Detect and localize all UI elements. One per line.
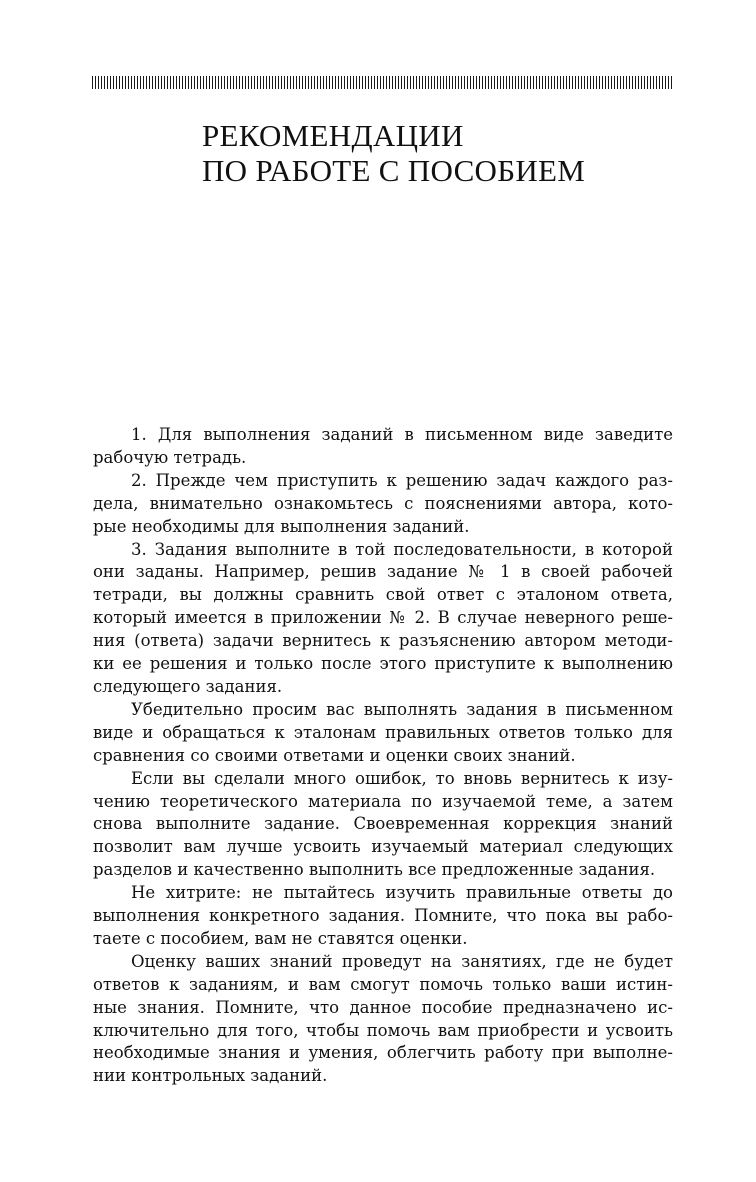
text-line: дела, внимательно ознакомьтесь с пояснениями автора, кото- [93,493,673,513]
text-line: необходимые знания и умения, облегчить работу при выполне- [93,1043,673,1063]
text-line: таете с пособием, вам не ставятся оценки. [93,928,468,948]
text-line: снова выполните задание. Своевременная коррекция знаний [93,814,673,834]
text-line: ния (ответа) задачи вернитесь к разъяснению автором методи- [93,631,673,651]
text-line: ключительно для того, чтобы помочь вам приобрести и усвоить [93,1020,673,1040]
text-line: тетради, вы должны сравнить свой ответ с эталоном ответа, [93,585,673,605]
text-line: рабочую тетрадь. [93,447,247,467]
text-line: чению теоретического материала по изучаемой теме, а затем [93,791,673,811]
text-line: они заданы. Например, решив задание № 1 в своей рабочей [93,562,673,582]
text-line: Если вы сделали много ошибок, то вновь вернитесь к изу- [131,768,673,788]
paragraph-7 [93,951,673,1088]
recommendations-text [93,424,673,1088]
text-line: следующего задания. [93,676,283,696]
title-line: РЕКОМЕНДАЦИИ [202,118,464,153]
text-line: нии контрольных заданий. [93,1066,328,1086]
page-title [202,118,585,188]
text-line: ные знания. Помните, что данное пособие предназначено ис- [93,997,673,1017]
paragraph-6 [93,882,673,951]
text-line: выполнения конкретного задания. Помните, что пока вы рабо- [93,906,673,926]
text-line: который имеется в приложении № 2. В случае неверного реше- [93,608,673,628]
text-line: виде и обращаться к эталонам правильных ответов только для [93,722,673,742]
text-line: Оценку ваших знаний проведут на занятиях, где не будет [131,951,673,971]
text-line: 2. Прежде чем приступить к решению задач каждого раз- [131,470,673,490]
paragraph-5 [93,768,673,883]
top-hatched-rule [92,76,674,89]
text-line: рые необходимы для выполнения заданий. [93,516,470,536]
paragraph-1 [93,424,673,470]
paragraph-2 [93,470,673,539]
text-line: ки ее решения и только после этого приступите к выполнению [93,654,673,674]
text-line: разделов и качественно выполнить все предложенные задания. [93,860,656,880]
text-line: 3. Задания выполните в той последовательности, в которой [131,539,673,559]
paragraph-4 [93,699,673,768]
text-line: Не хитрите: не пытайтесь изучить правильные ответы до [131,883,673,903]
paragraph-3 [93,539,673,699]
text-line: Убедительно просим вас выполнять задания в письменном [131,699,673,719]
text-line: 1. Для выполнения заданий в письменном виде заведите [131,425,673,444]
text-line: позволит вам лучше усвоить изучаемый материал следующих [93,837,673,857]
text-line: сравнения со своими ответами и оценки своих знаний. [93,745,576,765]
text-line: ответов к заданиям, и вам смогут помочь только ваши истин- [93,974,673,994]
title-line: ПО РАБОТЕ С ПОСОБИЕМ [202,153,586,188]
